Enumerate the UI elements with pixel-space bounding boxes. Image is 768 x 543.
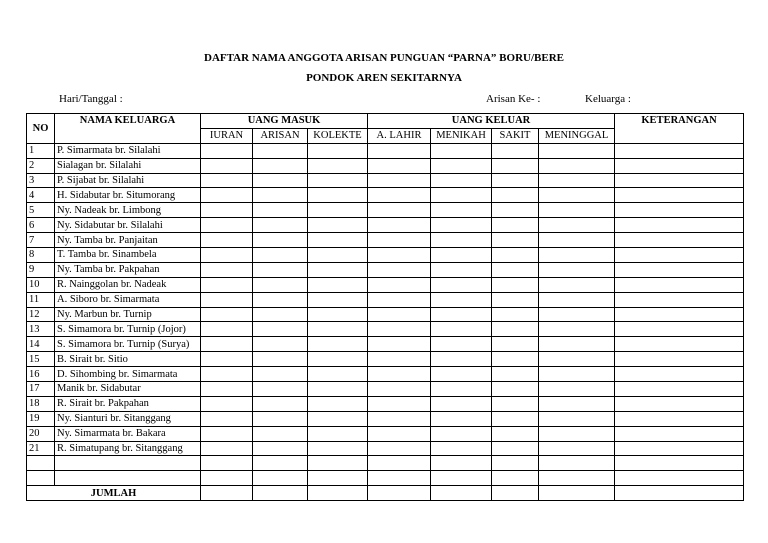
empty-cell bbox=[308, 426, 368, 441]
empty-cell bbox=[253, 292, 308, 307]
empty-cell bbox=[539, 218, 615, 233]
empty-cell bbox=[539, 396, 615, 411]
family-name: Ny. Sidabutar br. Silalahi bbox=[55, 218, 201, 233]
empty-cell bbox=[368, 292, 431, 307]
empty-cell bbox=[201, 292, 253, 307]
empty-cell bbox=[253, 426, 308, 441]
empty-cell bbox=[492, 218, 539, 233]
empty-cell bbox=[539, 173, 615, 188]
empty-cell bbox=[253, 411, 308, 426]
empty-cell bbox=[539, 277, 615, 292]
empty-cell bbox=[492, 337, 539, 352]
col-no-header: NO bbox=[27, 114, 55, 144]
empty-cell bbox=[253, 367, 308, 382]
empty-cell bbox=[308, 143, 368, 158]
empty-cell bbox=[201, 277, 253, 292]
empty-cell bbox=[253, 218, 308, 233]
empty-cell bbox=[539, 292, 615, 307]
empty-cell bbox=[539, 143, 615, 158]
empty-cell bbox=[492, 143, 539, 158]
empty-cell bbox=[615, 173, 744, 188]
arisan-ke-label: Arisan Ke- : bbox=[486, 93, 541, 105]
empty-cell bbox=[201, 188, 253, 203]
family-name: Sialagan br. Silalahi bbox=[55, 158, 201, 173]
empty-cell bbox=[539, 248, 615, 263]
empty-cell bbox=[539, 307, 615, 322]
col-meninggal-header: MENINGGAL bbox=[539, 128, 615, 143]
empty-cell bbox=[615, 411, 744, 426]
table-row bbox=[27, 248, 744, 263]
empty-cell bbox=[615, 158, 744, 173]
table-row bbox=[27, 158, 744, 173]
empty-cell bbox=[308, 352, 368, 367]
table-row bbox=[27, 203, 744, 218]
empty-cell bbox=[431, 292, 492, 307]
empty-cell bbox=[431, 143, 492, 158]
empty-cell bbox=[539, 158, 615, 173]
empty-cell bbox=[492, 233, 539, 248]
family-name: H. Sidabutar br. Situmorang bbox=[55, 188, 201, 203]
family-name: Ny. Simarmata br. Bakara bbox=[55, 426, 201, 441]
empty-cell bbox=[492, 441, 539, 456]
empty-cell bbox=[308, 411, 368, 426]
row-number: 18 bbox=[27, 396, 55, 411]
empty-cell bbox=[368, 307, 431, 322]
empty-cell bbox=[368, 367, 431, 382]
empty-cell bbox=[201, 203, 253, 218]
row-number: 15 bbox=[27, 352, 55, 367]
row-number: 21 bbox=[27, 441, 55, 456]
empty-cell bbox=[368, 218, 431, 233]
empty-cell bbox=[368, 352, 431, 367]
table-row bbox=[27, 382, 744, 397]
empty-cell bbox=[492, 277, 539, 292]
empty-cell bbox=[431, 322, 492, 337]
row-number: 14 bbox=[27, 337, 55, 352]
empty-cell bbox=[253, 277, 308, 292]
empty-cell bbox=[431, 233, 492, 248]
empty-cell bbox=[308, 337, 368, 352]
empty-cell bbox=[431, 396, 492, 411]
empty-cell bbox=[253, 143, 308, 158]
empty-cell bbox=[368, 441, 431, 456]
empty-cell bbox=[253, 352, 308, 367]
empty-cell bbox=[615, 441, 744, 456]
empty-cell bbox=[539, 322, 615, 337]
empty-cell bbox=[308, 262, 368, 277]
blank-row bbox=[27, 471, 744, 486]
empty-cell bbox=[431, 262, 492, 277]
empty-cell bbox=[615, 203, 744, 218]
empty-cell bbox=[431, 173, 492, 188]
empty-cell bbox=[308, 367, 368, 382]
empty-cell bbox=[201, 337, 253, 352]
row-number: 6 bbox=[27, 218, 55, 233]
empty-cell bbox=[492, 158, 539, 173]
row-number: 17 bbox=[27, 382, 55, 397]
family-name: S. Simamora br. Turnip (Jojor) bbox=[55, 322, 201, 337]
family-name: Ny. Nadeak br. Limbong bbox=[55, 203, 201, 218]
empty-cell bbox=[201, 426, 253, 441]
empty-cell bbox=[368, 248, 431, 263]
row-number: 19 bbox=[27, 411, 55, 426]
keterangan-header: KETERANGAN bbox=[615, 114, 744, 144]
family-name: S. Simamora br. Turnip (Surya) bbox=[55, 337, 201, 352]
empty-cell bbox=[253, 262, 308, 277]
family-name: P. Simarmata br. Silalahi bbox=[55, 143, 201, 158]
table-row bbox=[27, 367, 744, 382]
empty-cell bbox=[431, 248, 492, 263]
empty-cell bbox=[492, 248, 539, 263]
empty-cell bbox=[431, 307, 492, 322]
empty-cell bbox=[308, 158, 368, 173]
empty-cell bbox=[368, 277, 431, 292]
empty-cell bbox=[539, 262, 615, 277]
empty-cell bbox=[201, 352, 253, 367]
empty-cell bbox=[615, 337, 744, 352]
empty-cell bbox=[368, 188, 431, 203]
uang-keluar-header: UANG KELUAR bbox=[368, 114, 615, 129]
empty-cell bbox=[308, 218, 368, 233]
member-table bbox=[26, 113, 744, 501]
family-name: R. Simatupang br. Sitanggang bbox=[55, 441, 201, 456]
col-nama-header: NAMA KELUARGA bbox=[55, 114, 201, 144]
empty-cell bbox=[368, 203, 431, 218]
row-number: 11 bbox=[27, 292, 55, 307]
empty-cell bbox=[368, 262, 431, 277]
empty-cell bbox=[431, 367, 492, 382]
empty-cell bbox=[615, 292, 744, 307]
table-row bbox=[27, 441, 744, 456]
table-row bbox=[27, 322, 744, 337]
empty-cell bbox=[615, 143, 744, 158]
empty-cell bbox=[615, 248, 744, 263]
empty-cell bbox=[492, 426, 539, 441]
empty-cell bbox=[308, 292, 368, 307]
empty-cell bbox=[201, 262, 253, 277]
empty-cell bbox=[539, 441, 615, 456]
empty-cell bbox=[308, 441, 368, 456]
empty-cell bbox=[615, 188, 744, 203]
family-name: R. Sirait br. Pakpahan bbox=[55, 396, 201, 411]
row-number: 13 bbox=[27, 322, 55, 337]
empty-cell bbox=[492, 307, 539, 322]
family-name: P. Sijabat br. Silalahi bbox=[55, 173, 201, 188]
empty-cell bbox=[431, 203, 492, 218]
empty-cell bbox=[201, 143, 253, 158]
empty-cell bbox=[539, 426, 615, 441]
row-number: 16 bbox=[27, 367, 55, 382]
row-number: 4 bbox=[27, 188, 55, 203]
table-row bbox=[27, 426, 744, 441]
table-row bbox=[27, 352, 744, 367]
table-row bbox=[27, 307, 744, 322]
row-number: 12 bbox=[27, 307, 55, 322]
family-name: Manik br. Sidabutar bbox=[55, 382, 201, 397]
empty-cell bbox=[368, 426, 431, 441]
empty-cell bbox=[201, 173, 253, 188]
empty-cell bbox=[368, 396, 431, 411]
empty-cell bbox=[253, 307, 308, 322]
empty-cell bbox=[253, 337, 308, 352]
empty-cell bbox=[253, 188, 308, 203]
empty-cell bbox=[308, 248, 368, 263]
col-menikah-header: MENIKAH bbox=[431, 128, 492, 143]
empty-cell bbox=[431, 411, 492, 426]
empty-cell bbox=[431, 277, 492, 292]
family-name: D. Sihombing br. Simarmata bbox=[55, 367, 201, 382]
empty-cell bbox=[201, 411, 253, 426]
empty-cell bbox=[615, 277, 744, 292]
keluarga-label: Keluarga : bbox=[585, 93, 631, 105]
empty-cell bbox=[201, 307, 253, 322]
col-kolekte-header: KOLEKTE bbox=[308, 128, 368, 143]
header-row-1 bbox=[27, 114, 744, 129]
empty-cell bbox=[308, 396, 368, 411]
empty-cell bbox=[431, 158, 492, 173]
document-subtitle: PONDOK AREN SEKITARNYA bbox=[306, 72, 462, 84]
empty-cell bbox=[201, 322, 253, 337]
empty-cell bbox=[253, 382, 308, 397]
empty-cell bbox=[431, 218, 492, 233]
empty-cell bbox=[308, 277, 368, 292]
empty-cell bbox=[368, 411, 431, 426]
table-row bbox=[27, 173, 744, 188]
empty-cell bbox=[615, 396, 744, 411]
empty-cell bbox=[492, 352, 539, 367]
empty-cell bbox=[201, 441, 253, 456]
uang-masuk-header: UANG MASUK bbox=[201, 114, 368, 129]
empty-cell bbox=[615, 426, 744, 441]
jumlah-label: JUMLAH bbox=[27, 486, 201, 501]
empty-cell bbox=[308, 322, 368, 337]
table-row bbox=[27, 143, 744, 158]
empty-cell bbox=[368, 158, 431, 173]
col-sakit-header: SAKIT bbox=[492, 128, 539, 143]
empty-cell bbox=[308, 233, 368, 248]
blank-row bbox=[27, 456, 744, 471]
empty-cell bbox=[539, 233, 615, 248]
empty-cell bbox=[201, 158, 253, 173]
empty-cell bbox=[615, 382, 744, 397]
table-row bbox=[27, 396, 744, 411]
empty-cell bbox=[431, 426, 492, 441]
col-arisan-header: ARISAN bbox=[253, 128, 308, 143]
jumlah-row bbox=[27, 486, 744, 501]
row-number: 10 bbox=[27, 277, 55, 292]
empty-cell bbox=[615, 367, 744, 382]
empty-cell bbox=[492, 292, 539, 307]
empty-cell bbox=[368, 143, 431, 158]
empty-cell bbox=[539, 411, 615, 426]
table-row bbox=[27, 233, 744, 248]
family-name: R. Nainggolan br. Nadeak bbox=[55, 277, 201, 292]
row-number: 3 bbox=[27, 173, 55, 188]
family-name: A. Siboro br. Simarmata bbox=[55, 292, 201, 307]
empty-cell bbox=[253, 248, 308, 263]
empty-cell bbox=[539, 382, 615, 397]
row-number: 1 bbox=[27, 143, 55, 158]
empty-cell bbox=[253, 322, 308, 337]
col-a-lahir-header: A. LAHIR bbox=[368, 128, 431, 143]
empty-cell bbox=[492, 173, 539, 188]
empty-cell bbox=[431, 382, 492, 397]
empty-cell bbox=[201, 218, 253, 233]
family-name: B. Sirait br. Sitio bbox=[55, 352, 201, 367]
family-name: T. Tamba br. Sinambela bbox=[55, 248, 201, 263]
row-number: 7 bbox=[27, 233, 55, 248]
empty-cell bbox=[539, 203, 615, 218]
empty-cell bbox=[201, 367, 253, 382]
empty-cell bbox=[308, 382, 368, 397]
empty-cell bbox=[253, 203, 308, 218]
family-name: Ny. Tamba br. Pakpahan bbox=[55, 262, 201, 277]
empty-cell bbox=[431, 188, 492, 203]
empty-cell bbox=[201, 382, 253, 397]
empty-cell bbox=[253, 441, 308, 456]
empty-cell bbox=[368, 337, 431, 352]
empty-cell bbox=[492, 188, 539, 203]
empty-cell bbox=[615, 218, 744, 233]
empty-cell bbox=[615, 307, 744, 322]
document-title: DAFTAR NAMA ANGGOTA ARISAN PUNGUAN “PARNA” BORU/BERE bbox=[204, 52, 564, 64]
row-number: 5 bbox=[27, 203, 55, 218]
empty-cell bbox=[308, 307, 368, 322]
empty-cell bbox=[431, 352, 492, 367]
empty-cell bbox=[539, 367, 615, 382]
empty-cell bbox=[431, 337, 492, 352]
row-number: 20 bbox=[27, 426, 55, 441]
empty-cell bbox=[539, 188, 615, 203]
empty-cell bbox=[615, 233, 744, 248]
row-number: 8 bbox=[27, 248, 55, 263]
row-number: 9 bbox=[27, 262, 55, 277]
empty-cell bbox=[308, 173, 368, 188]
empty-cell bbox=[492, 203, 539, 218]
table-row bbox=[27, 411, 744, 426]
family-name: Ny. Marbun br. Turnip bbox=[55, 307, 201, 322]
family-name: Ny. Tamba br. Panjaitan bbox=[55, 233, 201, 248]
empty-cell bbox=[615, 352, 744, 367]
family-name: Ny. Sianturi br. Sitanggang bbox=[55, 411, 201, 426]
empty-cell bbox=[492, 262, 539, 277]
empty-cell bbox=[368, 322, 431, 337]
col-iuran-header: IURAN bbox=[201, 128, 253, 143]
empty-cell bbox=[492, 382, 539, 397]
empty-cell bbox=[308, 188, 368, 203]
empty-cell bbox=[431, 441, 492, 456]
empty-cell bbox=[201, 248, 253, 263]
empty-cell bbox=[368, 382, 431, 397]
empty-cell bbox=[253, 233, 308, 248]
empty-cell bbox=[253, 173, 308, 188]
empty-cell bbox=[201, 396, 253, 411]
table-row bbox=[27, 188, 744, 203]
table-row bbox=[27, 337, 744, 352]
empty-cell bbox=[368, 173, 431, 188]
empty-cell bbox=[492, 411, 539, 426]
table-row bbox=[27, 292, 744, 307]
empty-cell bbox=[492, 396, 539, 411]
empty-cell bbox=[201, 233, 253, 248]
empty-cell bbox=[539, 337, 615, 352]
table-row bbox=[27, 218, 744, 233]
hari-tanggal-label: Hari/Tanggal : bbox=[59, 93, 123, 105]
empty-cell bbox=[308, 203, 368, 218]
table-row bbox=[27, 262, 744, 277]
empty-cell bbox=[253, 396, 308, 411]
row-number: 2 bbox=[27, 158, 55, 173]
empty-cell bbox=[368, 233, 431, 248]
table-row bbox=[27, 277, 744, 292]
empty-cell bbox=[253, 158, 308, 173]
empty-cell bbox=[539, 352, 615, 367]
empty-cell bbox=[492, 322, 539, 337]
empty-cell bbox=[615, 262, 744, 277]
empty-cell bbox=[615, 322, 744, 337]
empty-cell bbox=[492, 367, 539, 382]
